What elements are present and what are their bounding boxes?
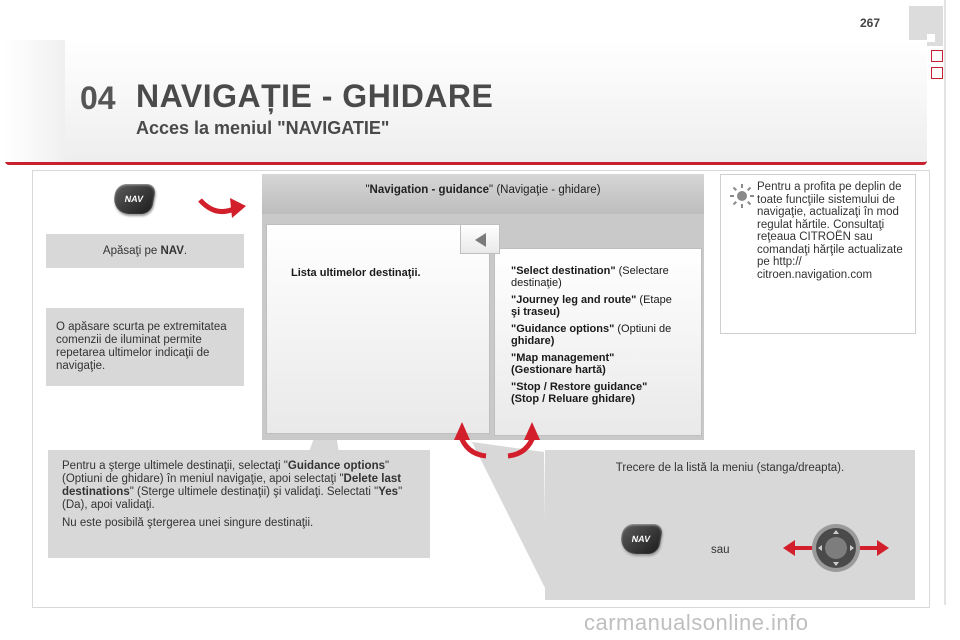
- nav-screen: [262, 174, 704, 440]
- chapter-number: 04: [80, 80, 116, 116]
- screen-title-plain: (Navigaţie - ghidare): [493, 184, 601, 196]
- nav-key-icon: [111, 184, 156, 214]
- rotary-dial-icon: [781, 520, 891, 576]
- menu-item-bold: "Select destination": [511, 265, 616, 277]
- menu-item-bold: "Journey leg and route": [511, 294, 637, 306]
- nav-key-label: NAV: [123, 194, 145, 204]
- delete-note-paragraph: Pentru a şterge ultimele destinaţii, selectaţi "Guidance options" (Optiuni de ghidare) în meniul navigaţie, apoi selectaţi "Delete last destinations" (Sterge ultimele destinaţii) şi validaţi. Selectati "Yes" (Da), apoi validaţi.: [62, 460, 403, 511]
- screen-title-bold: Navigation - guidance: [369, 184, 490, 196]
- page-title: NAVIGAȚIE - GHIDARE: [136, 78, 494, 114]
- page-subtitle: Acces la meniul "NAVIGATIE": [136, 118, 390, 138]
- back-tab[interactable]: [460, 224, 500, 254]
- menu-item-select-destination[interactable]: [511, 265, 697, 289]
- menu-item-line2: şi traseu): [511, 306, 560, 318]
- or-label: sau: [711, 544, 730, 556]
- menu-item-plain: (Selectare: [615, 265, 669, 277]
- switch-note-text: Trecere de la listă la meniu (stanga/dreapta).: [615, 462, 845, 474]
- menu-item-bold: "Map management": [511, 352, 615, 364]
- menu-item-line2: (Gestionare hartă): [511, 364, 606, 376]
- press-nav-suffix: .: [183, 245, 188, 257]
- menu-item-journey-leg[interactable]: [511, 294, 697, 318]
- right-rule: [944, 0, 946, 605]
- update-maps-text: Pentru a profita pe deplin de toate funcţiile sistemului de navigaţie, actualizaţi în mod regulat hărtile. Consultaţi reţeaua CITROËN sau comandaţi hărţile actualizate pe http:// citroen.navigation.com: [757, 181, 903, 281]
- menu-item-line2: ghidare): [511, 335, 555, 347]
- watermark: carmanualsonline.info: [584, 610, 809, 635]
- screen-title-bar: "Navigation - guidance" (Navigaţie - ghidare): [262, 174, 704, 214]
- menu-item-stop-restore[interactable]: [511, 381, 697, 405]
- delete-destinations-note: [48, 450, 430, 558]
- menu-item-map-management[interactable]: [511, 352, 697, 376]
- swap-arrows-icon: [452, 420, 542, 466]
- nav-key-label: NAV: [630, 534, 652, 544]
- menu-item-bold: "Stop / Restore guidance": [511, 381, 648, 393]
- menu-item-plain: (Etape: [636, 294, 672, 306]
- guidance-menu-list: [511, 265, 697, 405]
- page-number: 267: [860, 16, 881, 30]
- nav-key-icon: [618, 524, 663, 554]
- menu-item-line2: destinaţie): [511, 277, 562, 289]
- menu-item-bold: "Guidance options": [511, 323, 615, 335]
- update-maps-info: [720, 174, 916, 334]
- switch-list-menu-note: [545, 450, 915, 600]
- destinations-list-label: Lista ultimelor destinaţii.: [291, 267, 421, 279]
- menu-item-line2: (Stop / Reluare ghidare): [511, 393, 636, 405]
- menu-item-plain: (Optiuni de: [614, 323, 672, 335]
- sun-tip-icon: [729, 183, 755, 209]
- short-press-note: O apăsare scurta pe extremitatea comenzii de iluminat permite repetarea ultimelor indicaţii de navigaţie.: [46, 308, 244, 386]
- press-nav-key: NAV: [160, 245, 184, 257]
- guidance-menu-panel: [494, 248, 702, 436]
- triangle-left-icon: [461, 225, 501, 255]
- curved-arrow-icon: [196, 192, 248, 222]
- destinations-list-panel[interactable]: [266, 224, 490, 434]
- delete-note-paragraph-2: Nu este posibilă ştergerea unei singure destinaţii.: [62, 517, 314, 529]
- menu-item-guidance-options[interactable]: [511, 323, 697, 347]
- side-marker: [931, 67, 943, 79]
- side-marker: [931, 50, 943, 62]
- press-nav-prefix: Apăsaţi pe: [102, 245, 161, 257]
- press-nav-box: [46, 234, 244, 268]
